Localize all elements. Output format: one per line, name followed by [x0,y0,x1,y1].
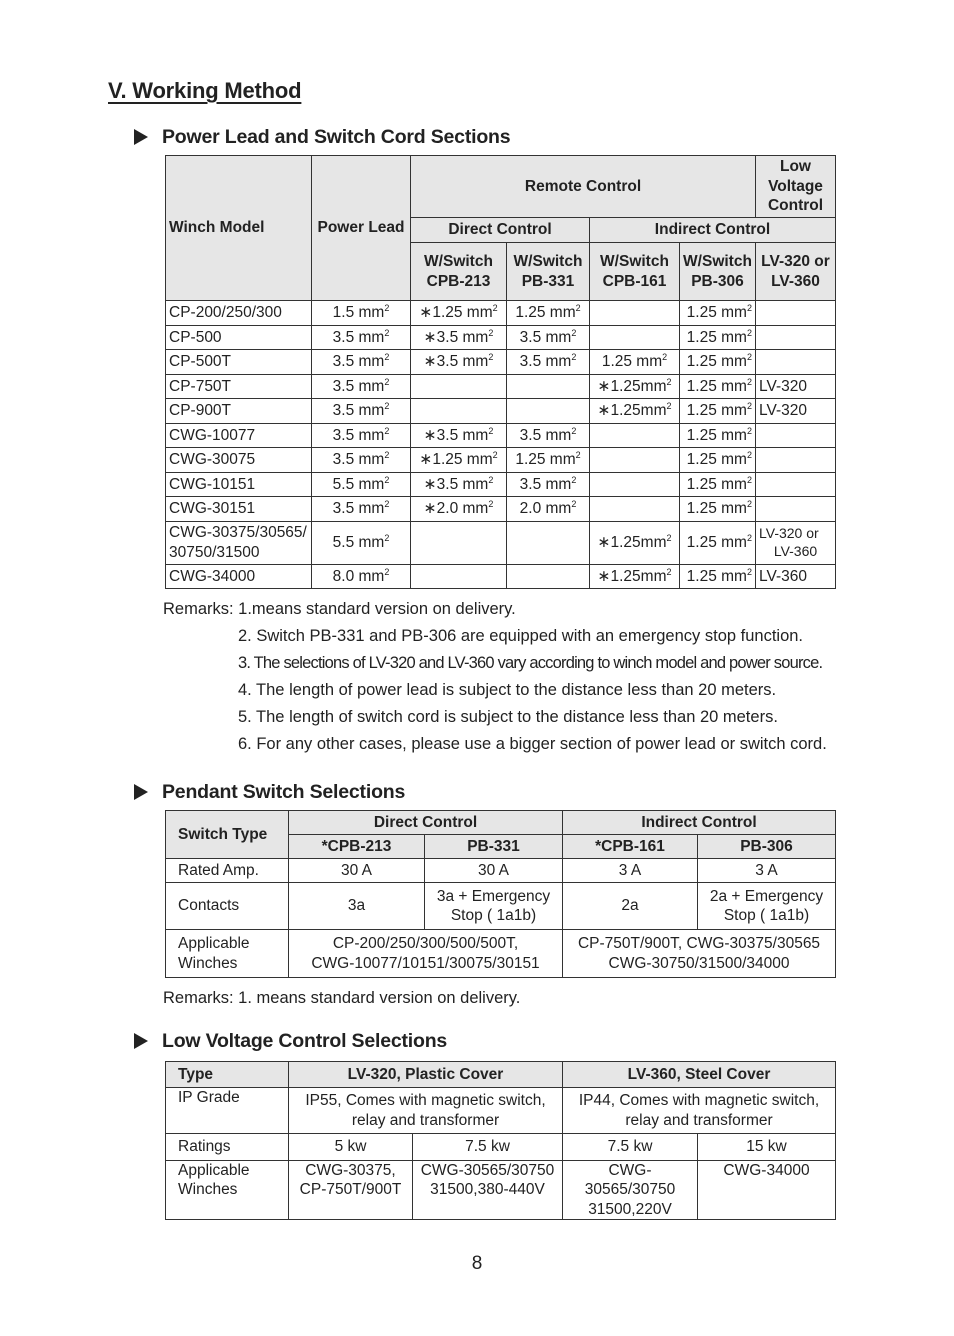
cell: 3 A [698,859,836,883]
section-heading-text: Low Voltage Control Selections [162,1030,448,1052]
remark-line: 5. The length of switch cord is subject to the distance less than 20 meters. [238,708,778,726]
cell: 2a [563,883,698,930]
row-label: Applicable Winches [166,930,289,978]
cell: 3.5 $mm^2$ [507,350,590,375]
cell: 3.5 $mm^2$ [312,399,411,424]
winch-model-cell: CWG-10151 [166,472,312,497]
row-label: Applicable Winches [166,1161,289,1220]
cell [756,325,836,350]
header-cpb-213: W/Switch CPB-213 [411,243,507,301]
cell [590,301,680,326]
cell: 1.25 $mm^2$ [680,423,756,448]
cell [756,301,836,326]
header-lv: LV-320 or LV-360 [756,243,836,301]
row-label: Contacts [166,883,289,930]
table-row [166,448,836,473]
cell: 1.25 $mm^2$ [680,325,756,350]
cell [411,399,507,424]
cell: IP55, Comes with magnetic switch, relay and transformer [289,1088,563,1134]
header-model: *CPB-213 [289,835,425,859]
table-row [166,521,836,564]
cell: 3.5 $mm^2$ [312,423,411,448]
cell: 3a [289,883,425,930]
header-cpb-161: W/Switch CPB-161 [590,243,680,301]
remarks-pendant: Remarks: 1. means standard version on delivery. [163,989,521,1007]
cell: 30 A [289,859,425,883]
cell: CP-750T/900T, CWG-30375/30565 CWG-30750/31500/34000 [563,930,836,978]
cell: 1.25 $mm^2$ [680,497,756,522]
winch-model-cell: CWG-30375/30565/ 30750/31500 [166,521,312,564]
triangle-bullet-icon [134,784,148,800]
cell: 3.5 $mm^2$ [507,325,590,350]
low-voltage-table [165,1061,836,1220]
cell: 3.5 $mm^2$ [507,472,590,497]
cell: CP-200/250/300/500/500T, CWG-10077/10151/30075/30151 [289,930,563,978]
cell [590,497,680,522]
remark-line: 6. For any other cases, please use a bigger section of power lead or switch cord. [238,735,827,753]
cell: $∗1.25mm^2$ [590,521,680,564]
cell [756,350,836,375]
cell: 5.5 $mm^2$ [312,521,411,564]
cell: 1.25 $mm^2$ [680,564,756,589]
cell: 1.25 $mm^2$ [590,350,680,375]
cell: IP44, Comes with magnetic switch, relay and transformer [563,1088,836,1134]
remark-line: Remarks: 1.means standard version on delivery. [163,600,516,618]
cell [411,374,507,399]
cell: 15 kw [698,1134,836,1161]
cell: 3.5 $mm^2$ [312,325,411,350]
cell: ∗1.25 $mm^2$ [411,301,507,326]
cell [756,448,836,473]
cell: 8.0 $mm^2$ [312,564,411,589]
cell: 30 A [425,859,563,883]
cell: ∗3.5 $mm^2$ [411,423,507,448]
cell: CWG-30375, CP-750T/900T [289,1161,413,1220]
cell: 1.25 $mm^2$ [680,350,756,375]
cell: 3 A [563,859,698,883]
cell: 1.5 $mm^2$ [312,301,411,326]
header-indirect-control: Indirect Control [590,218,836,243]
table-row [166,325,836,350]
header-power-lead: Power Lead [312,156,411,301]
cell: 7.5 kw [413,1134,563,1161]
cell: $∗1.25mm^2$ [590,399,680,424]
cell: ∗3.5 $mm^2$ [411,350,507,375]
cell: 5 kw [289,1134,413,1161]
cell: 3.5 $mm^2$ [312,350,411,375]
triangle-bullet-icon [134,1033,148,1049]
cell: 1.25 $mm^2$ [680,374,756,399]
cell: 1.25 $mm^2$ [680,448,756,473]
page-title: V. Working Method [108,78,302,103]
table-row [166,350,836,375]
table-row [166,497,836,522]
cell [590,325,680,350]
cell [507,521,590,564]
cell: $∗1.25mm^2$ [590,374,680,399]
pendant-switch-table [165,810,836,978]
cell [507,374,590,399]
cell: 3a + Emergency Stop ( 1a1b) [425,883,563,930]
cell: ∗2.0 $mm^2$ [411,497,507,522]
cell: ∗3.5 $mm^2$ [411,472,507,497]
triangle-bullet-icon [134,129,148,145]
cell: 1.25 $mm^2$ [680,301,756,326]
winch-model-cell: CP-900T [166,399,312,424]
header-winch-model: Winch Model [166,156,312,301]
cell: 1.25 $mm^2$ [680,521,756,564]
winch-model-cell: CWG-10077 [166,423,312,448]
winch-model-cell: CP-750T [166,374,312,399]
cell [756,423,836,448]
cell: 3.5 $mm^2$ [312,497,411,522]
section-heading-low-voltage [134,1030,447,1053]
cell: 2.0 $mm^2$ [507,497,590,522]
header-model: PB-331 [425,835,563,859]
cell [756,497,836,522]
header-indirect-control: Indirect Control [563,811,836,835]
cell: 2a + Emergency Stop ( 1a1b) [698,883,836,930]
table-row [166,472,836,497]
cell: $∗1.25mm^2$ [590,564,680,589]
cell: LV-360 [756,564,836,589]
header-remote-control: Remote Control [411,156,756,218]
cell [411,521,507,564]
section-heading-pendant [134,781,405,804]
cell: CWG-30565/30750 31500,220V [563,1161,698,1220]
table-row [166,301,836,326]
cell: 3.5 $mm^2$ [312,374,411,399]
cell [590,423,680,448]
cell [507,399,590,424]
table-row [166,423,836,448]
cell: LV-320 [756,374,836,399]
cell: CWG-30565/30750 31500,380-440V [413,1161,563,1220]
cell [590,448,680,473]
remark-line: 3. The selections of LV-320 and LV-360 vary according to winch model and power source. [238,654,823,672]
winch-model-cell: CP-500T [166,350,312,375]
winch-model-cell: CP-500 [166,325,312,350]
remark-line: 4. The length of power lead is subject to the distance less than 20 meters. [238,681,777,699]
cell: 7.5 kw [563,1134,698,1161]
section-heading-power-lead [134,126,510,149]
winch-model-cell: CP-200/250/300 [166,301,312,326]
header-low-voltage: Low Voltage Control [756,156,836,218]
winch-model-cell: CWG-34000 [166,564,312,589]
cell [590,472,680,497]
row-label: IP Grade [166,1088,289,1134]
section-heading-text: Power Lead and Switch Cord Sections [162,126,511,148]
header-model: PB-306 [698,835,836,859]
header-pb-331: W/Switch PB-331 [507,243,590,301]
table-row [166,374,836,399]
winch-model-cell: CWG-30075 [166,448,312,473]
cell: CWG-34000 [698,1161,836,1220]
row-label: Ratings [166,1134,289,1161]
cell: ∗1.25 $mm^2$ [411,448,507,473]
header-type: Type [166,1062,289,1088]
page-number: 8 [471,1253,483,1274]
section-heading-text: Pendant Switch Selections [162,781,406,803]
header-pb-306: W/Switch PB-306 [680,243,756,301]
table-row [166,399,836,424]
header-lv320: LV-320, Plastic Cover [289,1062,563,1088]
header-lv360: LV-360, Steel Cover [563,1062,836,1088]
cell: LV-320 [756,399,836,424]
cell: 5.5 $mm^2$ [312,472,411,497]
cell: 1.25 $mm^2$ [680,472,756,497]
winch-model-cell: CWG-30151 [166,497,312,522]
header-model: *CPB-161 [563,835,698,859]
cell: ∗3.5 $mm^2$ [411,325,507,350]
header-direct-control: Direct Control [289,811,563,835]
cell: 3.5 $mm^2$ [507,423,590,448]
header-switch-type: Switch Type [166,811,289,859]
table-row [166,564,836,589]
remark-line: 2. Switch PB-331 and PB-306 are equipped with an emergency stop function. [238,627,804,645]
cell: 1.25 $mm^2$ [507,448,590,473]
cell: 3.5 $mm^2$ [312,448,411,473]
row-label: Rated Amp. [166,859,289,883]
power-lead-table [165,155,836,589]
cell: 1.25 $mm^2$ [507,301,590,326]
cell [507,564,590,589]
cell [756,472,836,497]
cell [411,564,507,589]
header-direct-control: Direct Control [411,218,590,243]
cell: 1.25 $mm^2$ [680,399,756,424]
cell: LV-320 or LV-360 [756,521,836,564]
